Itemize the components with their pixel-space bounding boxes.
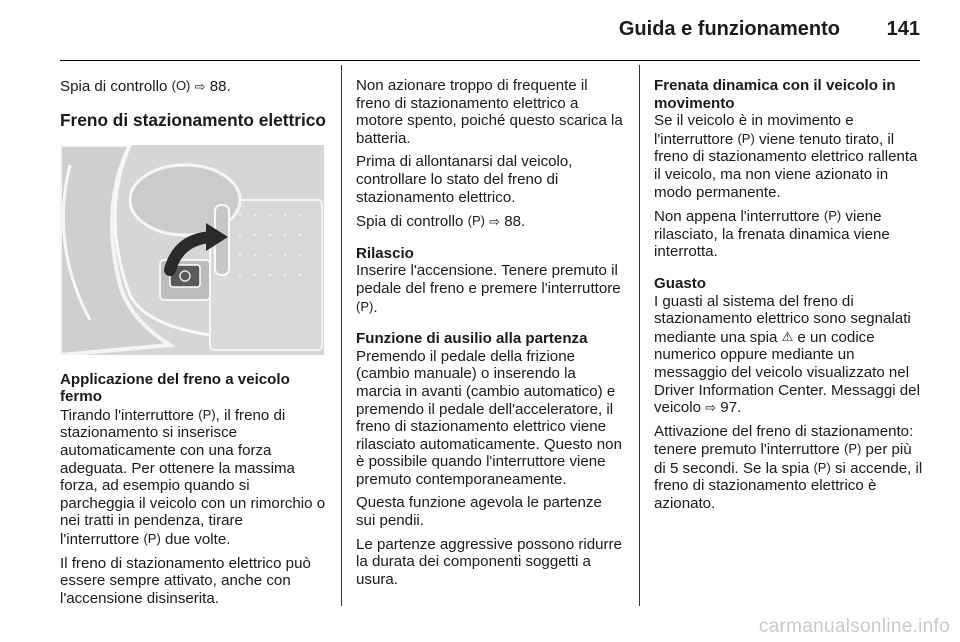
section-title: Freno di stazionamento elettrico — [60, 109, 326, 130]
page-header-title: Guida e funzionamento — [618, 18, 840, 40]
parking-brake-icon: (P) — [737, 130, 755, 146]
heading-applicazione: Applicazione del freno a veicolo fermo — [60, 370, 290, 406]
paragraph-rilascio: Inserire l'accensione. Tenere premuto il pedale del freno e premere l'interruttore (P). — [356, 262, 621, 316]
page-ref-arrow-icon: ⇨ — [489, 214, 501, 230]
parking-brake-icon: (P) — [198, 406, 216, 422]
parking-brake-icon: (P) — [813, 459, 831, 475]
page-ref-link[interactable]: 97. — [720, 399, 742, 417]
paragraph-pendii: Questa funzione agevola le partenze sui pendii. — [356, 494, 602, 530]
column-3 — [654, 77, 924, 519]
page-ref-link[interactable]: 88. — [504, 213, 526, 231]
warning-light-icon: (O) — [171, 78, 191, 93]
heading-rilascio: Rilascio — [356, 244, 414, 262]
parking-brake-icon: (P) — [143, 530, 161, 546]
heading-frenata-dinamica: Frenata dinamica con il veicolo in movimento — [654, 77, 896, 112]
heading-guasto: Guasto — [654, 274, 706, 292]
parking-brake-icon: (P) — [843, 441, 862, 457]
header-rule — [60, 60, 920, 61]
column-1 — [60, 77, 326, 613]
paragraph-applicazione: Tirando l'interruttore (P), il freno di stazionamento si inserisce automaticamente con una forza adeguata. Per ottenere la massima forza, ad esempio quando si parcheggia il veicolo con un rimorchio o nei tratti in pendenza, tirare l'interruttore (P) due volte. — [60, 406, 326, 548]
paragraph-attivazione-freno: Attivazione del freno di stazionamento: tenere premuto l'interruttore (P) per più di 5 secondi. Se la spia (P) si accende, il freno di stazionamento elettrico è azionato. — [654, 422, 923, 513]
parking-brake-icon: (P) — [823, 208, 842, 224]
parking-brake-icon: (P) — [467, 213, 485, 229]
page-ref-arrow-icon: ⇨ — [705, 400, 717, 416]
column-divider-1 — [341, 65, 342, 606]
intro-ref-line: Spia di controllo (O) ⇨ 88. — [60, 78, 231, 95]
paragraph-rilasciato: Non appena l'interruttore (P) viene rilasciato, la frenata dinamica viene interrotta. — [654, 208, 890, 261]
column-divider-2 — [639, 65, 640, 606]
paragraph-controllo: Prima di allontanarsi dal veicolo, controllare lo stato del freno di stazionamento elettrico. — [356, 153, 573, 206]
paragraph-usura: Le partenze aggressive possono ridurre la durata dei componenti soggetti a usura. — [356, 535, 622, 588]
warning-icon: ⚠ — [781, 328, 794, 344]
column-2 — [356, 77, 624, 594]
paragraph-guasto: I guasti al sistema del freno di stazionamento elettrico sono segnalati mediante una spia ⚠ e un codice numerico oppure mediante un messaggio del veicolo visualizzato nel Driver Information Center. Messaggi del veicolo ⇨ 97. — [654, 292, 920, 417]
parking-brake-icon: (P) — [356, 298, 374, 314]
page-ref-arrow-icon: ⇨ — [194, 79, 206, 94]
paragraph-batteria: Non azionare troppo di frequente il freno di stazionamento elettrico a motore spento, poiché questo scarica la batteria. — [356, 77, 623, 147]
paragraph-dinamica: Se il veicolo è in movimento e l'interruttore (P) viene tenuto tirato, il freno di stazionamento elettrico rallenta il veicolo, ma non viene azionato in modo permanente. — [654, 112, 918, 201]
console-drawing — [60, 145, 324, 355]
page-number: 141 — [886, 18, 920, 40]
spia-ref-line: Spia di controllo (P) ⇨ 88. — [356, 213, 526, 231]
parking-brake-switch-illustration — [60, 145, 324, 355]
page-ref-link[interactable]: 88. — [209, 78, 231, 95]
watermark: carmanualsonline.info — [758, 616, 950, 637]
paragraph-attivazione: Il freno di stazionamento elettrico può essere sempre attivato, anche con l'accensione disinserita. — [60, 554, 311, 607]
paragraph-ausilio: Premendo il pedale della frizione (cambio manuale) o inserendo la marcia in avanti (cambio automatico) e premendo il pedale dell'acceleratore, il freno di stazionamento elettrico viene rilasciato automaticamente. Questo non è possibile quando l'interruttore viene premuto contemporaneamente. — [356, 347, 622, 488]
heading-ausilio-partenza: Funzione di ausilio alla partenza — [356, 330, 588, 348]
